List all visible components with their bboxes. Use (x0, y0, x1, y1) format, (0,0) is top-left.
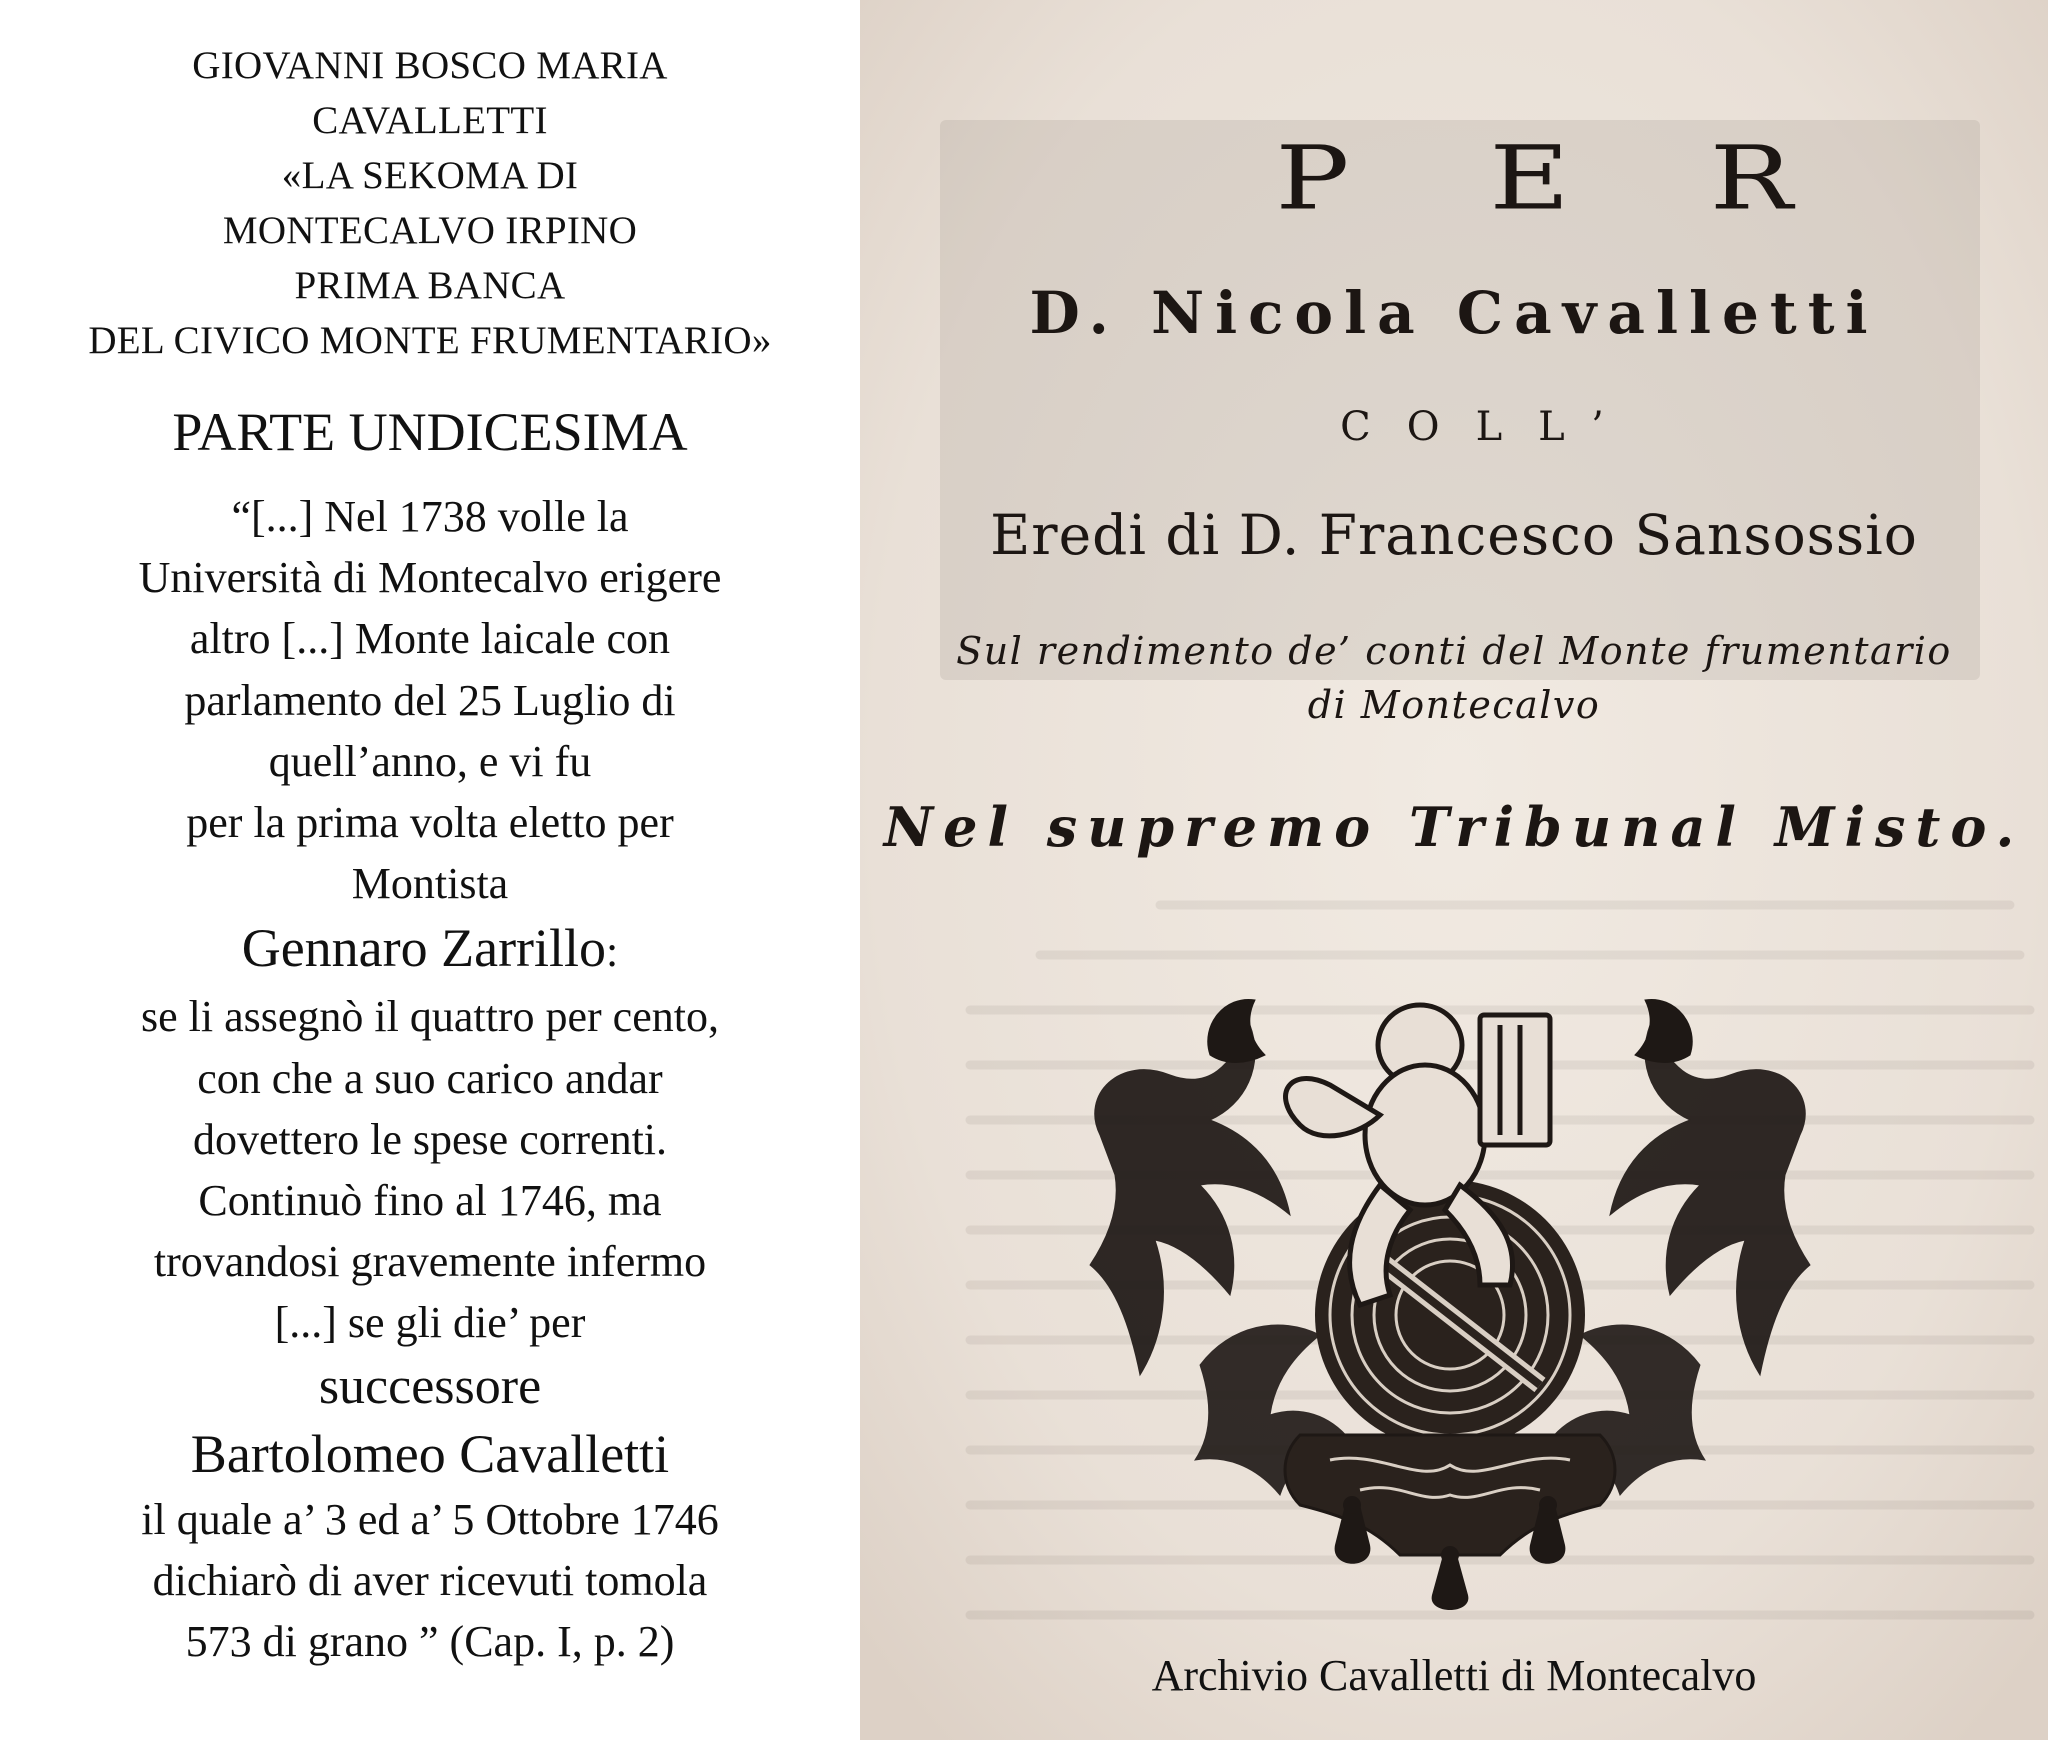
subject-line-2: di Montecalvo (1307, 683, 1601, 727)
name-gennaro-zarrillo-text: Gennaro Zarrillo (241, 918, 607, 979)
part-title: PARTE UNDICESIMA (172, 402, 688, 462)
title-tribunal: Nel supremo Tribunal Misto. (883, 795, 2025, 859)
title-nicola-cavalletti: D. Nicola Cavalletti (1029, 279, 1879, 347)
name-bartolomeo-cavalletti: Bartolomeo Cavalletti (190, 1423, 670, 1484)
quote-line: altro [...] Monte laicale con (189, 614, 671, 664)
quote-line: il quale a’ 3 ed a’ 5 Ottobre 1746 (141, 1494, 719, 1544)
word-successore: successore (318, 1357, 542, 1415)
quote-line: [...] se gli die’ per (274, 1298, 586, 1348)
title-coll: COLL’ (1340, 404, 1640, 450)
quote-block (0, 486, 860, 1672)
header-line-title-1: «LA SEKOMA DI (281, 154, 579, 197)
scanned-title-page (860, 0, 2048, 1740)
header-line-author-1: GIOVANNI BOSCO MARIA (192, 44, 668, 87)
printers-ornament-image (1060, 985, 1840, 1615)
quote-line: trovandosi gravemente infermo (153, 1237, 707, 1287)
quote-line: 573 di grano ” (Cap. I, p. 2) (185, 1617, 675, 1667)
quote-line: Montista (351, 859, 509, 909)
name-colon: : (606, 927, 619, 977)
name-gennaro-zarrillo (0, 914, 860, 986)
quote-line: dichiarò di aver ricevuti tomola (152, 1555, 708, 1605)
quote-line: per la prima volta eletto per (186, 798, 674, 848)
quote-line: “[...] Nel 1738 volle la (231, 492, 629, 541)
quote-line: se li assegnò il quattro per cento, (141, 992, 719, 1042)
header-line-title-4: DEL CIVICO MONTE FRUMENTARIO» (88, 319, 772, 362)
text-panel (0, 0, 860, 1740)
title-per: PER (1275, 126, 1933, 230)
quote-line: Università di Montecalvo erigere (138, 553, 722, 603)
header-line-title-2: MONTECALVO IRPINO (222, 209, 638, 252)
quote-line: con che a suo carico andar (197, 1053, 663, 1103)
title-subject (860, 624, 2048, 732)
archive-caption: Archivio Cavalletti di Montecalvo (1151, 1651, 1757, 1700)
quote-line: quell’anno, e vi fu (268, 736, 592, 786)
quote-line: dovettero le spese correnti. (192, 1114, 668, 1164)
header-line-title-3: PRIMA BANCA (294, 264, 566, 307)
quote-line: Continuò fino al 1746, ma (198, 1176, 662, 1226)
subject-line-1: Sul rendimento de’ conti del Monte frumentario (956, 629, 1952, 673)
quote-line: parlamento del 25 Luglio di (184, 675, 676, 725)
title-eredi: Eredi di D. Francesco Sansossio (990, 503, 1918, 567)
header-line-author-2: CAVALLETTI (312, 99, 548, 142)
book-header (0, 38, 860, 368)
